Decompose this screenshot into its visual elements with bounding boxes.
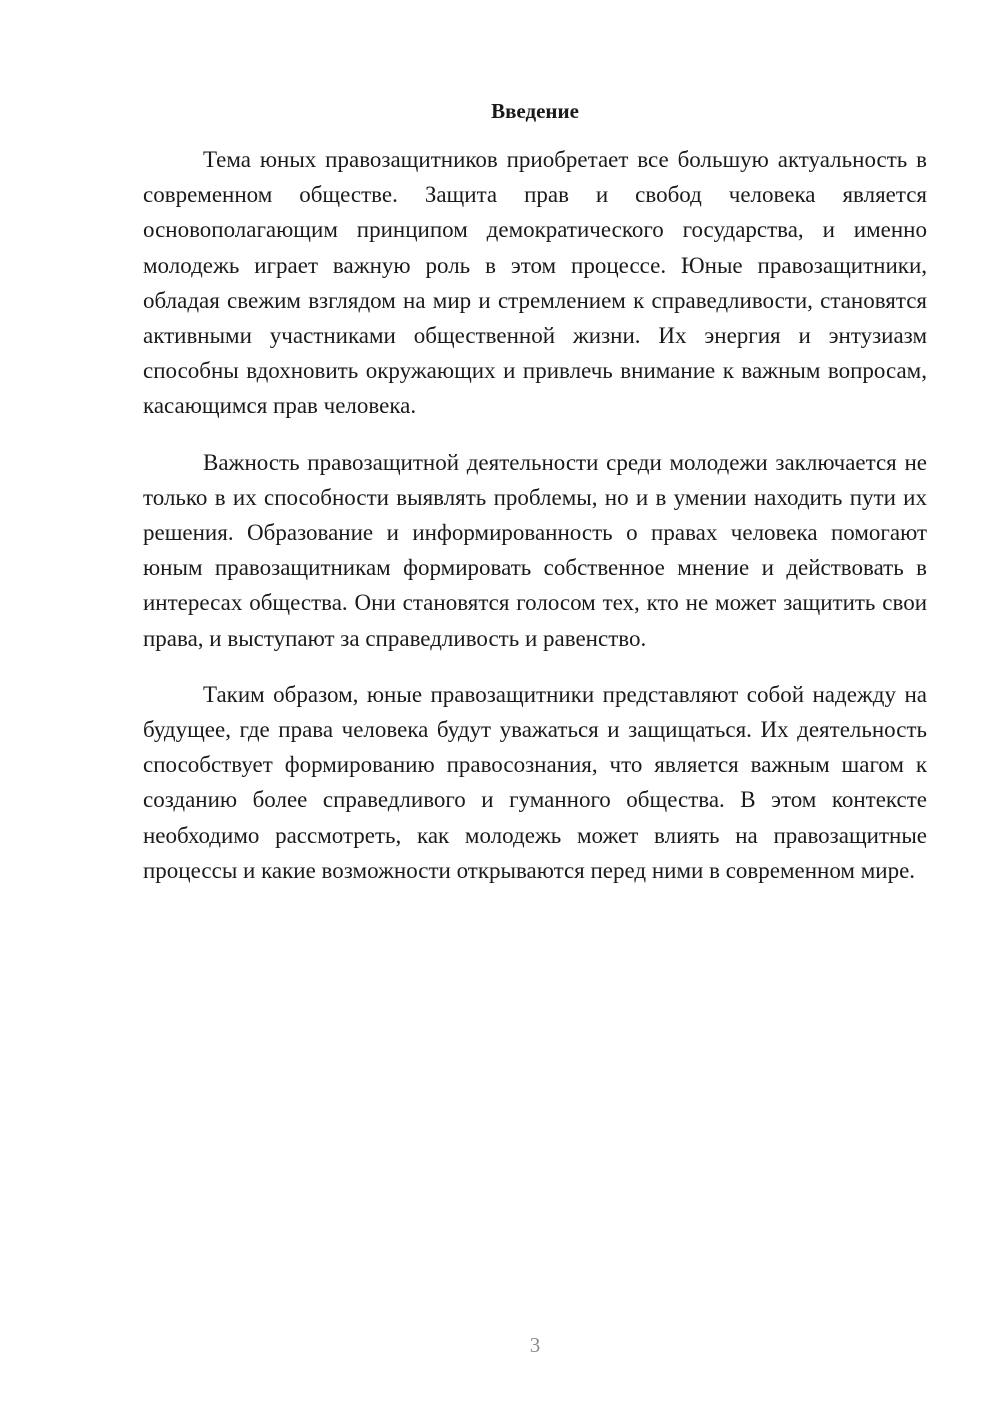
body-text	[143, 142, 927, 909]
paragraph-3: Таким образом, юные правозащитники представляют собой надежду на будущее, где права человека будут уважаться и защищаться. Их деятельность способствует формированию правосознания, что является важным шагом к созданию более справедливого и гуманного общества. В этом контексте необходимо рассмотреть, как молодежь может влиять на правозащитные процессы и какие возможности открываются перед ними в современном мире.	[143, 681, 927, 883]
paragraph-1: Тема юных правозащитников приобретает все большую актуальность в современном обществе. Защита прав и свобод человека является основополагающим принципом демократического государства, и именно молодежь играет важную роль в этом процессе. Юные правозащитники, обладая свежим взглядом на мир и стремлением к справедливости, становятся активными участниками общественной жизни. Их энергия и энтузиазм способны вдохновить окружающих и привлечь внимание к важным вопросам, касающимся прав человека.	[143, 147, 927, 419]
section-title: Введение	[491, 99, 579, 123]
paragraph-2: Важность правозащитной деятельности среди молодежи заключается не только в их способности выявлять проблемы, но и в умении находить пути их решения. Образование и информированность о правах человека помогают юным правозащитникам формировать собственное мнение и действовать в интересах общества. Они становятся голосом тех, кто не может защитить свои права, и выступают за справедливость и равенство.	[143, 449, 927, 651]
page-number: 3	[529, 1333, 541, 1357]
